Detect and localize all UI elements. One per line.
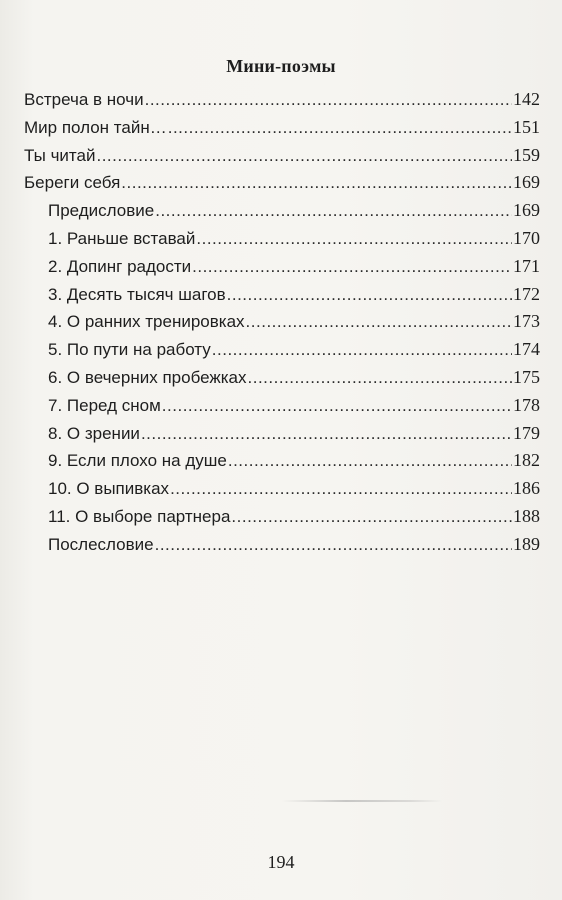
toc-subentry: [24, 364, 540, 392]
toc-entry-page: 142: [513, 89, 540, 109]
dot-leader: [155, 197, 512, 225]
toc-entry-page: 172: [513, 283, 540, 304]
toc-subentry: [24, 392, 540, 420]
toc-entry-label: Предисловие: [48, 201, 155, 221]
toc-entry-page: 159: [513, 144, 540, 165]
dot-leader: [248, 364, 512, 392]
toc-entry-page: 189: [513, 533, 540, 554]
dot-leader: [231, 503, 512, 531]
toc-entry-page: 151: [513, 116, 540, 137]
dot-leader: [212, 336, 512, 364]
toc-subentry: [24, 447, 540, 475]
toc-entry-page: 182: [513, 450, 540, 471]
dot-leader: [155, 531, 512, 559]
toc-subentry: [24, 336, 540, 364]
dot-leader: [121, 169, 512, 197]
toc-entry-page: 169: [513, 172, 540, 193]
toc-entry-label: 10. О выпивках: [48, 479, 170, 499]
toc-entry-page: 188: [513, 505, 540, 526]
toc-subentry: [24, 308, 540, 336]
dot-leader: [96, 142, 512, 170]
toc-subentry: [24, 503, 540, 531]
toc-entry-page: 178: [513, 394, 540, 415]
toc-entry-label: Береги себя: [24, 173, 121, 193]
toc-entry-label: Мир полон тайн…: [24, 117, 167, 137]
dot-leader: [227, 281, 512, 309]
dot-leader: [145, 86, 512, 114]
toc-entry-label: 11. О выборе партнера: [48, 506, 231, 526]
toc-entry-page: 179: [513, 422, 540, 443]
toc-entry: [24, 142, 540, 170]
toc-entry-label: 4. О ранних тренировках: [48, 312, 245, 332]
toc-entry-label: Ты читай: [24, 145, 96, 165]
toc-entry-label: 9. Если плохо на душе: [48, 451, 227, 471]
toc-entry-label: Встреча в ночи: [24, 90, 144, 109]
toc-subentry: [24, 253, 540, 281]
toc-entry-label: 3. Десять тысяч шагов: [48, 284, 226, 304]
toc-subentry: [24, 197, 540, 225]
toc-subentry: [24, 225, 540, 253]
toc-entry-page: 186: [513, 478, 540, 499]
toc-subentry: [24, 531, 540, 559]
section-title: Мини-поэмы: [226, 56, 336, 76]
toc-entry-page: 174: [513, 339, 540, 360]
scan-smudge: [282, 800, 442, 802]
toc-entry: [24, 86, 540, 114]
dot-leader: [170, 475, 512, 503]
toc-entry-page: 170: [513, 227, 540, 248]
toc-entry-label: 1. Раньше вставай: [48, 228, 196, 248]
toc-entry-page: 175: [513, 366, 540, 387]
page-number: 194: [267, 852, 295, 872]
dot-leader: [246, 308, 512, 336]
dot-leader: [162, 392, 512, 420]
toc-entry-label: 5. По пути на работу: [48, 340, 211, 360]
toc-entry: [24, 114, 540, 142]
toc-subentry: [24, 420, 540, 448]
dot-leader: [228, 447, 512, 475]
dot-leader: [141, 420, 512, 448]
toc-subentry: [24, 281, 540, 309]
toc-entry-label: 7. Перед сном: [48, 395, 161, 415]
toc-entry-label: 2. Допинг радости: [48, 256, 192, 276]
toc-entry: [24, 169, 540, 197]
dot-leader: [196, 225, 512, 253]
toc-subentry: [24, 475, 540, 503]
table-of-contents: [24, 86, 540, 559]
toc-entry-label: 6. О вечерних пробежках: [48, 367, 247, 387]
toc-entry-label: Послесловие: [48, 534, 154, 554]
toc-entry-page: 173: [513, 311, 540, 332]
toc-entry-page: 169: [513, 200, 540, 221]
toc-entry-label: 8. О зрении: [48, 423, 140, 443]
toc-entry-page: 171: [513, 255, 540, 276]
dot-leader: [168, 114, 512, 142]
dot-leader: [192, 253, 512, 281]
